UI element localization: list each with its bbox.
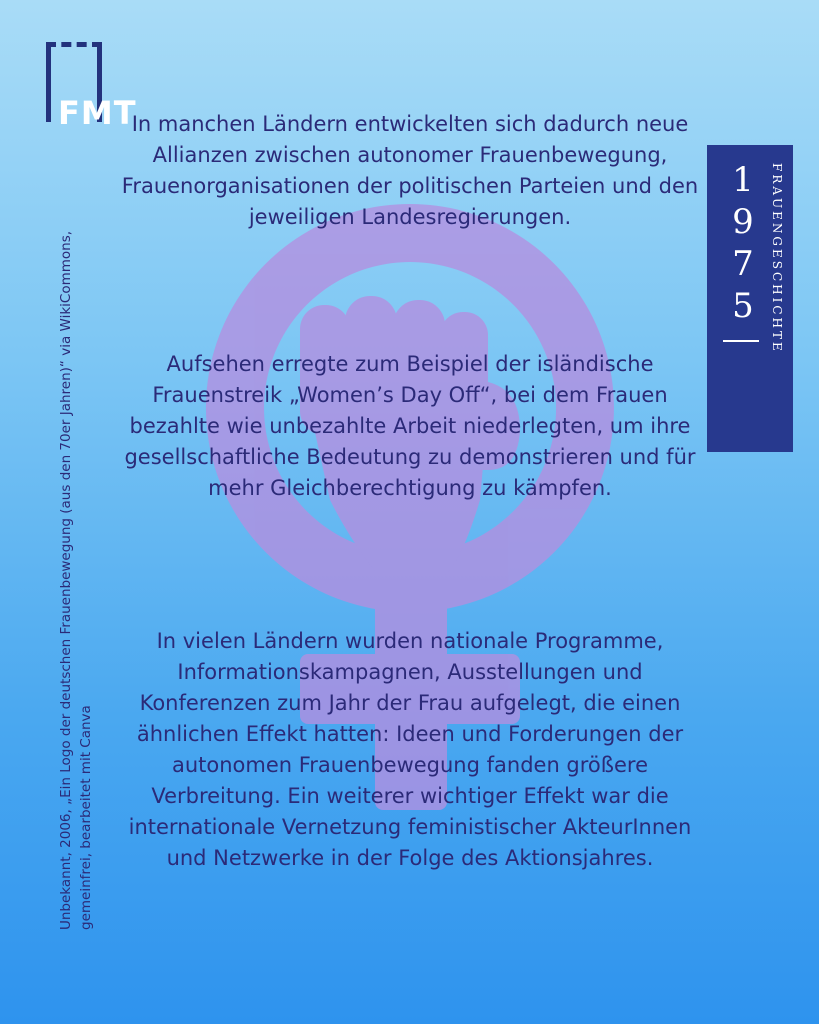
paragraph-national-programs: In vielen Ländern wurden nationale Programme, Informationskampagnen, Ausstellungen und Konferenzen zum Jahr der Frau aufgelegt, die einen ähnlichen Effekt hatten: Ideen und Forderungen der autonomen Frauenbewegung fanden größere Verbreitung. Ein weiterer wichtiger Effekt war die internationale Vernetzung feministischer AkteurInnen und Netzwerke in der Folge des Aktionsjahres.	[128, 629, 692, 870]
logo-text: FMT	[58, 94, 137, 132]
year-digits	[723, 159, 763, 327]
year-divider	[723, 340, 759, 342]
year-badge	[707, 145, 793, 452]
paragraph-womens-strike: Aufsehen erregte zum Beispiel der isländische Frauenstreik „Women’s Day Off“, bei dem Frauen bezahlte wie unbezahlte Arbeit niederlegten, um ihre gesellschaftliche Bedeutung zu demonstrieren und für mehr Gleichberechtigung zu kämpfen.	[124, 352, 696, 500]
year-digit: 7	[732, 244, 754, 284]
category-label: FRAUENGESCHICHTE	[770, 163, 784, 354]
paragraph-alliances: In manchen Ländern entwickelten sich dadurch neue Allianzen zwischen autonomer Frauenbewegung, Frauenorganisationen der politischen Parteien und den jeweiligen Landesregierungen.	[121, 112, 699, 229]
year-digit: 5	[732, 286, 754, 326]
year-digit: 9	[732, 202, 754, 242]
year-digit: 1	[732, 160, 754, 200]
image-credit: Unbekannt, 2006, „Ein Logo der deutschen Frauenbewegung (aus den 70er Jahren)“ via WikiCommons, gemeinfrei, bearbeitet mit Canva	[58, 230, 94, 930]
